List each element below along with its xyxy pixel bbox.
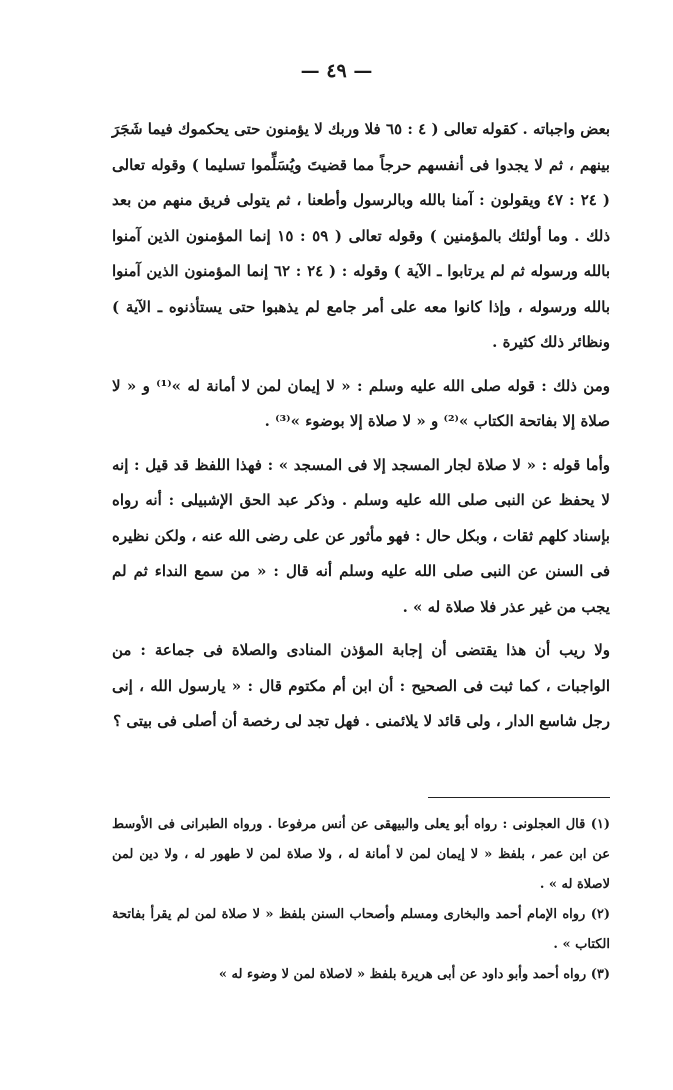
footnotes: [112, 810, 610, 990]
footnote-1: (١) قال العجلونى : رواه أبو يعلى والبيهقى عن أنس مرفوعا . ورواه الطبرانى فى الأوسط عن ابن عمر ، بلفظ « لا إيمان لمن لا أمانة له ، ولا صلاة لمن لا طهور له ، ولا دين لمن لاصلاة له » .: [112, 817, 610, 892]
paragraph-1: بعض واجباته . كقوله تعالى ( ٤ : ٦٥ فلا وربك لا يؤمنون حتى يحكموك فيما شَجَرَ بينهم ، ثم لا يجدوا فى أنفسهم حرجاً مما قضيتَ ويُسَلِّموا تسليما ) وقوله تعالى ( ٢٤ : ٤٧ ويقولون : آمنا بالله وبالرسول وأطعنا ، ثم يتولى فريق منهم من بعد ذلك . وما أولئك بالمؤمنين ) وقوله تعالى ( ٥٩ : ١٥ إنما المؤمنون الذين آمنوا بالله ورسوله ثم لم يرتابوا ـ الآية ) وقوله : ( ٢٤ : ٦٢ إنما المؤمنون الذين آمنوا بالله ورسوله ، وإذا كانوا معه على أمر جامع لم يذهبوا حتى يستأذنوه ـ الآية ) ونظائر ذلك كثيرة .: [112, 120, 610, 351]
footnote-divider: [428, 797, 610, 798]
paragraph-3: وأما قوله : « لا صلاة لجار المسجد إلا فى المسجد » : فهذا اللفظ قد قيل : إنه لا يحفظ عن النبى صلى الله عليه وسلم . وذكر عبد الحق الإشبيلى : أنه رواه بإسناد كلهم ثقات ، وبكل حال : فهو مأثور عن على رضى الله عنه ، ولكن نظيره فى السنن عن النبى صلى الله عليه وسلم أنه قال : « من سمع النداء ثم لم يجب من غير عذر فلا صلاة له » .: [112, 455, 610, 616]
paragraph-4: ولا ريب أن هذا يقتضى أن إجابة المؤذن المنادى والصلاة فى جماعة : من الواجبات ، كما ثبت فى الصحيح : أن ابن أم مكتوم قال : « يارسول الله ، إنى رجل شاسع الدار ، ولى قائد لا يلائمنى . فهل تجد لى رخصة أن أصلى فى بيتى ؟: [112, 641, 610, 730]
page-number: — ٤٩ —: [300, 60, 373, 82]
main-text: [112, 112, 610, 740]
paragraph-2: ومن ذلك : قوله صلى الله عليه وسلم : « لا إيمان لمن لا أمانة له »⁽¹⁾ و « لا صلاة إلا بفاتحة الكتاب »⁽²⁾ و « لا صلاة إلا بوضوء »⁽³⁾ .: [112, 376, 610, 430]
footnote-2: (٢) رواه الإمام أحمد والبخارى ومسلم وأصحاب السنن بلفظ « لا صلاة لمن لم يقرأ بفاتحة الكتاب » .: [112, 907, 610, 952]
footnote-3: (٣) رواه أحمد وأبو داود عن أبى هريرة بلفظ « لاصلاة لمن لا وضوء له »: [218, 967, 610, 982]
